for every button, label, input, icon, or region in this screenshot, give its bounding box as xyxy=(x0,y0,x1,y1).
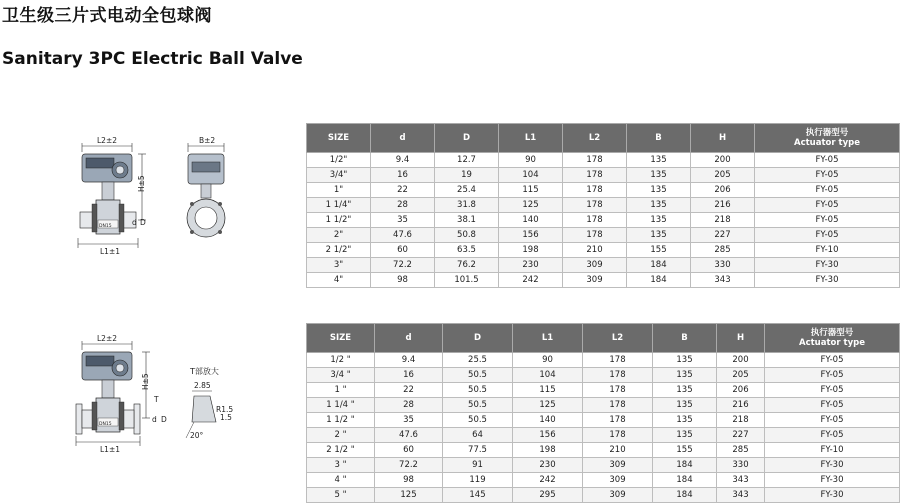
table-cell: 205 xyxy=(691,168,755,183)
table-cell: 178 xyxy=(563,213,627,228)
table-cell: 178 xyxy=(563,168,627,183)
table-cell: FY-05 xyxy=(765,383,900,398)
table-cell: 16 xyxy=(371,168,435,183)
table-cell: FY-05 xyxy=(755,168,900,183)
table-cell: 135 xyxy=(653,368,717,383)
table-cell: 178 xyxy=(563,183,627,198)
table-row xyxy=(307,398,900,413)
table-cell: 60 xyxy=(375,443,443,458)
dn-marking: DN15 xyxy=(99,224,112,229)
table-cell: 90 xyxy=(513,353,583,368)
table-cell: 210 xyxy=(583,443,653,458)
table-cell: 125 xyxy=(375,488,443,503)
dim-b-label: B±2 xyxy=(199,136,216,145)
table-cell: 16 xyxy=(375,368,443,383)
col-h: H xyxy=(717,324,765,353)
table-cell: 28 xyxy=(371,198,435,213)
spec-table-1 xyxy=(306,123,900,288)
table-cell: 330 xyxy=(717,458,765,473)
table-cell: 343 xyxy=(717,488,765,503)
table-cell: 64 xyxy=(443,428,513,443)
table-cell: 309 xyxy=(583,488,653,503)
table-row xyxy=(307,168,900,183)
table-cell: FY-05 xyxy=(765,353,900,368)
table-cell: FY-05 xyxy=(755,198,900,213)
table-cell: 98 xyxy=(375,473,443,488)
table-cell: 184 xyxy=(653,473,717,488)
table-row xyxy=(307,228,900,243)
table-cell: 115 xyxy=(499,183,563,198)
page-title-english: Sanitary 3PC Electric Ball Valve xyxy=(2,49,303,69)
dim-l1-label: L1±1 xyxy=(100,247,121,256)
col-size: SIZE xyxy=(307,124,371,153)
table-cell: 295 xyxy=(513,488,583,503)
table-row xyxy=(307,183,900,198)
col-l1: L1 xyxy=(499,124,563,153)
t-detail-title: T部放大 xyxy=(190,367,219,376)
table-cell: 60 xyxy=(371,243,435,258)
table-cell: 50.5 xyxy=(443,398,513,413)
table-cell: 309 xyxy=(583,473,653,488)
table-cell: 135 xyxy=(653,428,717,443)
table-cell: 50.5 xyxy=(443,413,513,428)
table-cell: FY-30 xyxy=(755,258,900,273)
table-cell: 101.5 xyxy=(435,273,499,288)
table-cell: 135 xyxy=(627,228,691,243)
dn-marking-2: DN15 xyxy=(99,422,112,427)
table-cell: FY-05 xyxy=(755,213,900,228)
col-d: d xyxy=(371,124,435,153)
col-l2: L2 xyxy=(583,324,653,353)
table-cell: 12.7 xyxy=(435,153,499,168)
col-actuator-en: Actuator type xyxy=(794,138,860,148)
table-cell: 19 xyxy=(435,168,499,183)
table-cell: 218 xyxy=(691,213,755,228)
t-detail-profile xyxy=(192,396,216,422)
table-cell: 135 xyxy=(653,413,717,428)
table-row xyxy=(307,368,900,383)
table-row xyxy=(307,198,900,213)
table-cell: 205 xyxy=(717,368,765,383)
table-cell: 230 xyxy=(513,458,583,473)
table-cell: 145 xyxy=(443,488,513,503)
col-h: H xyxy=(691,124,755,153)
table-cell: 242 xyxy=(513,473,583,488)
table-row xyxy=(307,473,900,488)
col-actuator-en: Actuator type xyxy=(799,338,865,348)
table-cell: 285 xyxy=(717,443,765,458)
table-cell: FY-05 xyxy=(755,183,900,198)
table-row xyxy=(307,428,900,443)
dim-l2-label: L2±2 xyxy=(97,136,118,145)
table-cell: FY-05 xyxy=(765,413,900,428)
table-cell: 200 xyxy=(691,153,755,168)
table-cell: 178 xyxy=(583,413,653,428)
table-cell: 50.5 xyxy=(443,368,513,383)
col-b: B xyxy=(653,324,717,353)
valve-drawing-1 xyxy=(70,132,250,262)
table-cell: FY-05 xyxy=(755,153,900,168)
table-cell: 104 xyxy=(499,168,563,183)
table-cell: 77.5 xyxy=(443,443,513,458)
table-cell: 309 xyxy=(563,258,627,273)
table-body-1 xyxy=(307,153,900,288)
table-cell: 3/4" xyxy=(307,168,371,183)
table-cell: 125 xyxy=(499,198,563,213)
table-cell: 47.6 xyxy=(375,428,443,443)
table-row xyxy=(307,413,900,428)
table-cell: 206 xyxy=(717,383,765,398)
table-cell: FY-05 xyxy=(765,368,900,383)
table-row xyxy=(307,488,900,503)
table-cell: 198 xyxy=(513,443,583,458)
col-actuator xyxy=(765,324,900,353)
table-cell: 184 xyxy=(627,273,691,288)
table-cell: 155 xyxy=(653,443,717,458)
table-cell: 135 xyxy=(627,198,691,213)
table-cell: FY-10 xyxy=(755,243,900,258)
table-cell: 98 xyxy=(371,273,435,288)
spec-table-2 xyxy=(306,323,900,503)
table-cell: 178 xyxy=(563,153,627,168)
table-cell: FY-30 xyxy=(765,458,900,473)
table-cell: 135 xyxy=(627,168,691,183)
table-header-row xyxy=(307,324,900,353)
table-row xyxy=(307,213,900,228)
table-cell: 184 xyxy=(653,458,717,473)
table-cell: 218 xyxy=(717,413,765,428)
table-cell: 178 xyxy=(583,383,653,398)
table-cell: FY-05 xyxy=(765,398,900,413)
dim-20deg-label: 20° xyxy=(190,431,204,440)
table-cell: 178 xyxy=(563,228,627,243)
dim-h-label: H±5 xyxy=(137,175,146,192)
col-actuator xyxy=(755,124,900,153)
table-cell: 178 xyxy=(583,398,653,413)
table-row xyxy=(307,383,900,398)
table-cell: 135 xyxy=(627,183,691,198)
table-cell: 90 xyxy=(499,153,563,168)
table-cell: 206 xyxy=(691,183,755,198)
table-cell: 3 " xyxy=(307,458,375,473)
table-cell: 343 xyxy=(717,473,765,488)
table-cell: 309 xyxy=(583,458,653,473)
table-cell: 178 xyxy=(563,198,627,213)
table-cell: 140 xyxy=(499,213,563,228)
dim-15-label: 1.5 xyxy=(220,413,232,422)
table-cell: 76.2 xyxy=(435,258,499,273)
dim-t-label: T xyxy=(154,395,159,404)
table-cell: 198 xyxy=(499,243,563,258)
dim-r15-label: R1.5 xyxy=(216,405,234,414)
table-cell: 63.5 xyxy=(435,243,499,258)
table-cell: 135 xyxy=(627,213,691,228)
col-actuator-cn: 执行器型号 xyxy=(805,128,849,138)
table-cell: 178 xyxy=(583,428,653,443)
table-cell: 178 xyxy=(583,353,653,368)
table-cell: 178 xyxy=(583,368,653,383)
table-cell: 1" xyxy=(307,183,371,198)
table-body-2 xyxy=(307,353,900,503)
table-cell: 1/2" xyxy=(307,153,371,168)
table-cell: 200 xyxy=(717,353,765,368)
table-cell: 1 1/2" xyxy=(307,213,371,228)
table-cell: 4" xyxy=(307,273,371,288)
table-cell: 135 xyxy=(653,353,717,368)
table-cell: 25.5 xyxy=(443,353,513,368)
table-cell: 1 1/2 " xyxy=(307,413,375,428)
table-cell: 50.5 xyxy=(443,383,513,398)
table-row xyxy=(307,353,900,368)
table-cell: 1 " xyxy=(307,383,375,398)
table-cell: 156 xyxy=(513,428,583,443)
table-cell: 216 xyxy=(717,398,765,413)
dim-D-label: D xyxy=(140,218,146,227)
table-cell: 25.4 xyxy=(435,183,499,198)
dim-d-label-2: d xyxy=(152,415,157,424)
dim-l2-label-2: L2±2 xyxy=(97,334,118,343)
table-cell: 72.2 xyxy=(375,458,443,473)
table-cell: 135 xyxy=(653,383,717,398)
col-actuator-cn: 执行器型号 xyxy=(810,328,854,338)
page-title-chinese: 卫生级三片式电动全包球阀 xyxy=(2,6,212,26)
table-cell: 28 xyxy=(375,398,443,413)
table-cell: FY-30 xyxy=(765,473,900,488)
col-b: B xyxy=(627,124,691,153)
table-cell: 184 xyxy=(627,258,691,273)
table-cell: 140 xyxy=(513,413,583,428)
table-cell: 309 xyxy=(563,273,627,288)
table-cell: 47.6 xyxy=(371,228,435,243)
table-cell: 9.4 xyxy=(375,353,443,368)
table-cell: 2 1/2" xyxy=(307,243,371,258)
table-cell: 119 xyxy=(443,473,513,488)
table-cell: 2" xyxy=(307,228,371,243)
table-cell: 22 xyxy=(371,183,435,198)
table-cell: 22 xyxy=(375,383,443,398)
table-cell: FY-05 xyxy=(765,428,900,443)
table-row xyxy=(307,243,900,258)
table-cell: 2 " xyxy=(307,428,375,443)
table-cell: 242 xyxy=(499,273,563,288)
table-cell: 38.1 xyxy=(435,213,499,228)
col-D: D xyxy=(435,124,499,153)
table-cell: 3/4 " xyxy=(307,368,375,383)
table-cell: 1 1/4" xyxy=(307,198,371,213)
col-size: SIZE xyxy=(307,324,375,353)
table-cell: 184 xyxy=(653,488,717,503)
table-row xyxy=(307,458,900,473)
table-cell: FY-05 xyxy=(755,228,900,243)
table-cell: 230 xyxy=(499,258,563,273)
table-cell: 104 xyxy=(513,368,583,383)
table-cell: 1 1/4 " xyxy=(307,398,375,413)
table-cell: 3" xyxy=(307,258,371,273)
table-row xyxy=(307,258,900,273)
valve-drawing-2 xyxy=(70,330,250,460)
dim-d-label: d xyxy=(132,218,137,227)
table-cell: 330 xyxy=(691,258,755,273)
table-cell: 9.4 xyxy=(371,153,435,168)
table-cell: 35 xyxy=(375,413,443,428)
table-cell: 5 " xyxy=(307,488,375,503)
table-cell: 91 xyxy=(443,458,513,473)
table-cell: 210 xyxy=(563,243,627,258)
dim-285-label: 2.85 xyxy=(194,381,211,390)
table-cell: 4 " xyxy=(307,473,375,488)
table-row xyxy=(307,443,900,458)
table-cell: FY-10 xyxy=(765,443,900,458)
table-cell: 216 xyxy=(691,198,755,213)
table-cell: 115 xyxy=(513,383,583,398)
col-l1: L1 xyxy=(513,324,583,353)
table-cell: 155 xyxy=(627,243,691,258)
table-cell: 135 xyxy=(627,153,691,168)
table-cell: 31.8 xyxy=(435,198,499,213)
dim-h-label-2: H±5 xyxy=(141,373,150,390)
dim-D-label-2: D xyxy=(161,415,167,424)
dim-l1-label-2: L1±1 xyxy=(100,445,121,454)
table-cell: 50.8 xyxy=(435,228,499,243)
table-cell: FY-30 xyxy=(755,273,900,288)
table-cell: 1/2 " xyxy=(307,353,375,368)
table-cell: 343 xyxy=(691,273,755,288)
col-D: D xyxy=(443,324,513,353)
table-row xyxy=(307,273,900,288)
col-d: d xyxy=(375,324,443,353)
table-cell: 135 xyxy=(653,398,717,413)
table-header-row xyxy=(307,124,900,153)
table-cell: 35 xyxy=(371,213,435,228)
table-cell: 227 xyxy=(691,228,755,243)
table-cell: FY-30 xyxy=(765,488,900,503)
table-row xyxy=(307,153,900,168)
table-cell: 285 xyxy=(691,243,755,258)
table-cell: 72.2 xyxy=(371,258,435,273)
table-cell: 156 xyxy=(499,228,563,243)
table-cell: 2 1/2 " xyxy=(307,443,375,458)
table-cell: 227 xyxy=(717,428,765,443)
col-l2: L2 xyxy=(563,124,627,153)
table-cell: 125 xyxy=(513,398,583,413)
